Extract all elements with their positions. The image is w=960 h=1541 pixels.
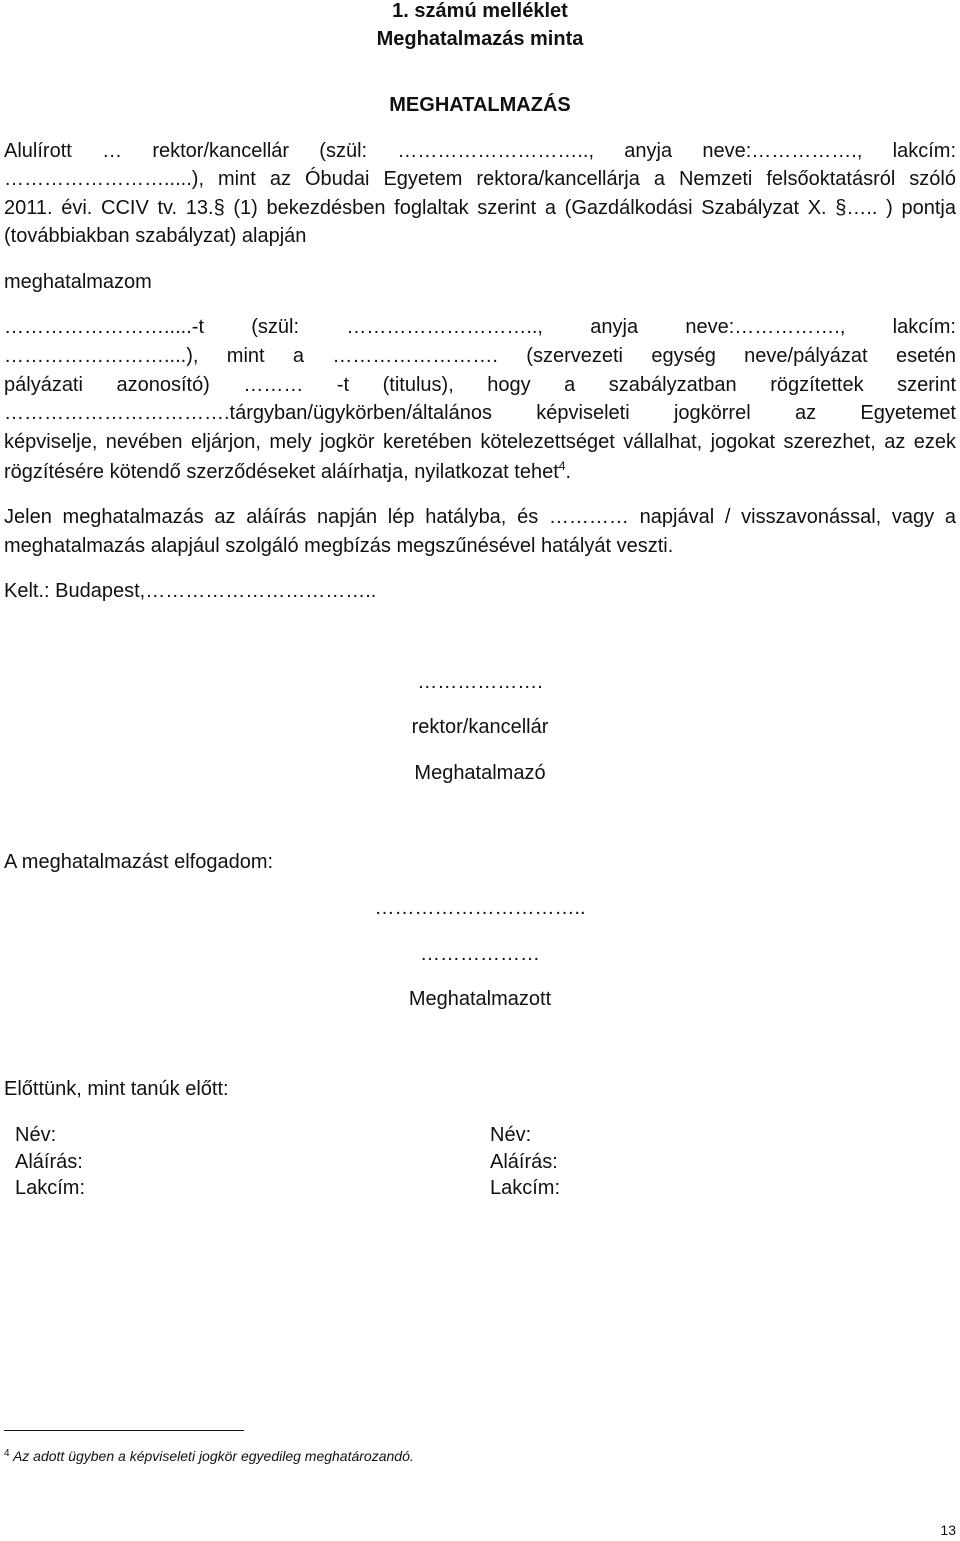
acceptance-statement: A meghatalmazást elfogadom:: [4, 851, 274, 873]
authorize-word: meghatalmazom: [4, 271, 152, 293]
footnote-separator: [4, 1430, 244, 1431]
witness-left-signature: Aláírás:: [15, 1151, 83, 1173]
grantor-label: Meghatalmazó: [414, 762, 546, 784]
grantee-signature-line-2: ………………: [420, 943, 540, 965]
body-line-6-text: rögzítésére kötendő szerződéseket aláírhatja, nyilatkozat tehet: [4, 461, 559, 483]
witness-right-signature: Aláírás:: [490, 1151, 558, 1173]
validity-line-2: meghatalmazás alapjául szolgáló megbízás megszűnésével hatályát veszti.: [4, 535, 674, 557]
intro-line-2: …………………….....), mint az Óbudai Egyetem rektora/kancellárja a Nemzeti felsőoktatásról szóló: [4, 168, 956, 190]
intro-line-3: 2011. évi. CCIV tv. 13.§ (1) bekezdésben foglaltak szerint a (Gazdálkodási Szabályzat X. §….. ) pontja: [4, 197, 956, 219]
witness-right-name: Név:: [490, 1124, 532, 1146]
intro-line-1: Alulírott … rektor/kancellár (szül: ……………………….., anyja neve:……………., lakcím:: [4, 140, 956, 162]
footnote-number: 4: [4, 1448, 10, 1459]
body-line-2: ……………………....), mint a ……………………. (szervezeti egység neve/pályázat esetén: [4, 345, 956, 367]
document-subtitle: Meghatalmazás minta: [376, 28, 584, 50]
footnote-text: Az adott ügyben a képviseleti jogkör egyedileg meghatározandó.: [12, 1448, 414, 1464]
witnesses-heading: Előttünk, mint tanúk előtt:: [4, 1078, 229, 1100]
grantor-signature-line: ……………….: [417, 671, 543, 693]
witness-right-address: Lakcím:: [490, 1177, 561, 1199]
place-date: Kelt.: Budapest,……………………………..: [4, 580, 377, 602]
body-line-5: képviselje, nevében eljárjon, mely jogkör keretében kötelezettséget vállalhat, jogokat szerezhet, az ezek: [4, 431, 956, 453]
body-line-6-end: .: [565, 461, 572, 483]
page-number: 13: [940, 1522, 956, 1538]
grantee-signature-line-1: …………………………..: [374, 897, 586, 919]
witness-left-name: Név:: [15, 1124, 57, 1146]
witness-left-address: Lakcím:: [15, 1177, 86, 1199]
grantee-label: Meghatalmazott: [408, 988, 552, 1010]
body-line-4: …………………………….tárgyban/ügykörben/általános képviseleti jogkörrel az Egyetemet: [4, 402, 956, 424]
footnote: [4, 1448, 414, 1464]
validity-line-1: Jelen meghatalmazás az aláírás napján lép hatályba, és ………… napjával / visszavonással, vagy a: [4, 506, 956, 528]
grantor-role: rektor/kancellár: [411, 716, 549, 738]
body-line-1: …………………….....-t (szül: ……………………….., anyja neve:……………., lakcím:: [4, 316, 956, 338]
document-title: MEGHATALMAZÁS: [389, 94, 571, 116]
footnote-reference: 4: [558, 459, 566, 473]
intro-line-4: (továbbiakban szabályzat) alapján: [4, 225, 307, 247]
body-line-3: pályázati azonosító) ……… -t (titulus), hogy a szabályzatban rögzítettek szerint: [4, 374, 956, 396]
body-line-6: [4, 459, 571, 484]
annex-label: 1. számú melléklet: [392, 0, 568, 22]
